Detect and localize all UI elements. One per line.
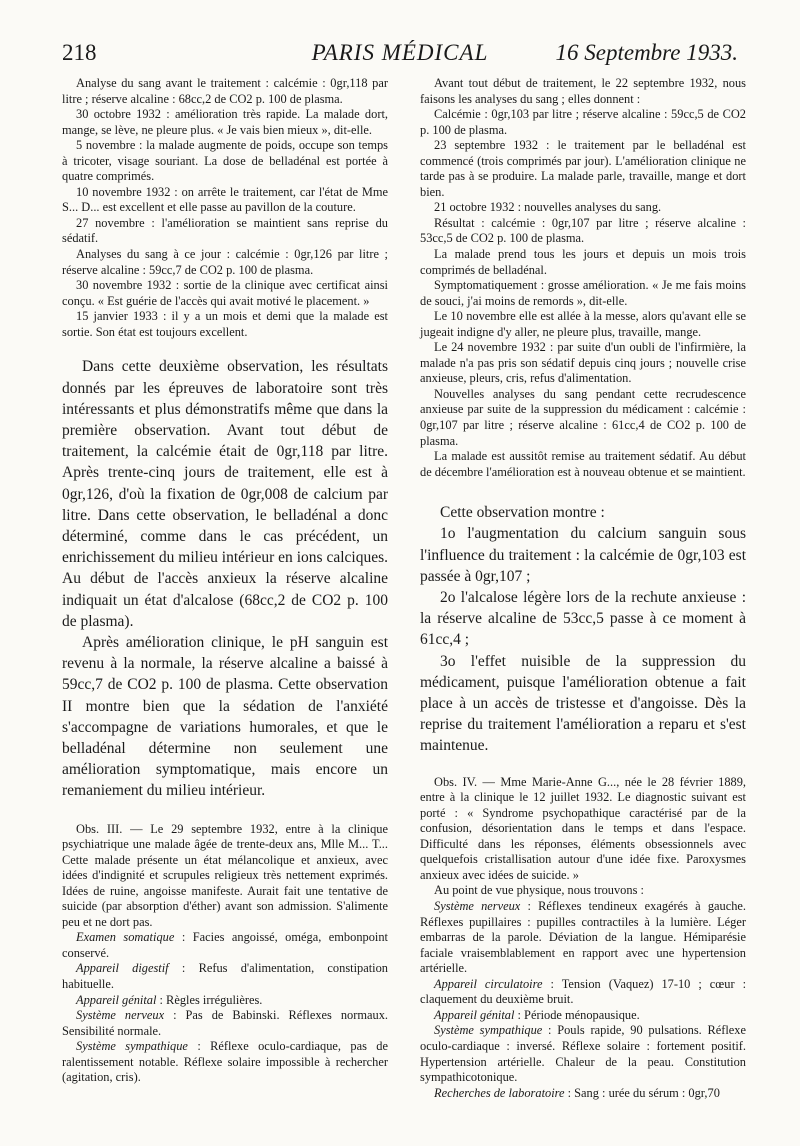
paragraph: 5 novembre : la malade augmente de poids, occupe son temps à tricoter, visage souriant. La dose de belladénal est portée à quatre comprimés. [62, 138, 388, 184]
text: : Pouls rapide, 90 pulsations. Réflexe oculo-cardiaque : inversé. Réflexe solaire : fortement positif. Hypertension artérielle. Chaleur de la peau. Constitution sympathicotonique. [420, 1023, 746, 1085]
journal-title: PARIS MÉDICAL [311, 40, 489, 65]
paragraph: 30 octobre 1932 : amélioration très rapide. La malade dort, mange, se lève, ne pleure plus. « Je vais bien mieux », dit-elle. [62, 107, 388, 137]
label: Système sympathique [434, 1023, 543, 1038]
exam-sympathetic [62, 1039, 388, 1086]
paragraph: Nouvelles analyses du sang pendant cette recrudescence anxieuse par suite de la suppression du médicament : calcémie : 0gr,107 par litre ; réserve alcaline : 61cc,4 de CO2 p. 100 de plasma. [420, 386, 746, 448]
label: Système nerveux [434, 899, 521, 914]
label: Système sympathique [76, 1039, 188, 1054]
paragraph: 27 novembre : l'amélioration se maintient sans reprise du sédatif. [62, 215, 388, 246]
exam-digestive [62, 961, 388, 992]
issue-date: 16 Septembre 1933. [555, 40, 738, 65]
left-column [62, 76, 388, 1086]
conclusion-point-3: 3o l'effet nuisible de la suppression du médicament, puisque l'amélioration obtenue a fait place à un accès de tristesse et d'angoisse. Dès la reprise du traitement l'amélioration a reparu et s'est maintenue. [420, 652, 746, 755]
label: Appareil génital [434, 1007, 515, 1022]
label: Examen somatique [76, 930, 175, 945]
paragraph: 10 novembre 1932 : on arrête le traitement, car l'état de Mme S... D... est excellent et elle passe au pavillon de la couture. [62, 184, 388, 215]
text: : Pas de Babinski. Réflexes normaux. Sensibilité normale. [62, 1008, 388, 1038]
paragraph: Calcémie : 0gr,103 par litre ; réserve alcaline : 59cc,5 de CO2 p. 100 de plasma. [420, 107, 746, 137]
label: Appareil circulatoire [434, 976, 543, 991]
paragraph: Le 10 novembre elle est allée à la messe, alors qu'avant elle se jugeait indigne d'y aller, ne pleure plus, travaille, mange. [420, 309, 746, 339]
paragraph: Résultat : calcémie : 0gr,107 par litre ; réserve alcaline : 53cc,5 de CO2 p. 100 de plasma. [420, 215, 746, 246]
text: : Refus d'alimentation, constipation habituelle. [62, 961, 388, 992]
paragraph: La malade est aussitôt remise au traitement sédatif. Au début de décembre l'amélioration est à nouveau obtenue et se maintient. [420, 449, 746, 479]
discussion-paragraph: Après amélioration clinique, le pH sanguin est revenu à la normale, la réserve alcaline a baissé à 59cc,7 de CO2 p. 100 de plasma. Cette observation II montre bien que la sédation de l'anxiété s'accompagne de variations humorales, et que le belladénal détermine non seulement une amélioration symptomatique, mais encore un remaniement du milieu intérieur. [62, 633, 388, 800]
paragraph: Symptomatiquement : grosse amélioration. « Je me fais moins de souci, j'ai moins de remords », dit-elle. [420, 278, 746, 308]
exam-nervous [62, 1008, 388, 1039]
text: : Période ménopausique. [514, 1007, 640, 1022]
label: Système nerveux [76, 1008, 165, 1023]
page-header [62, 40, 738, 74]
paragraph: La malade prend tous les jours et depuis un mois trois comprimés de belladénal. [420, 247, 746, 277]
exam-genital [62, 993, 388, 1009]
paragraph: Au point de vue physique, nous trouvons : [434, 883, 644, 898]
discussion-paragraph: Dans cette deuxième observation, les résultats donnés par les épreuves de laboratoire sont très intéressants et plus démonstratifs même que dans la première observation. Avant tout début de traitement, la calcémie était de 0gr,118 par litre. Après trente-cinq jours de traitement, elle est à 0gr,126, d'où la fixation de 0gr,008 de calcium par litre. Dans cette observation, le belladénal a donc déterminé, comme dans le cas précédent, un enrichissement du milieu intérieur en ions calciques. Au début de l'accès anxieux la réserve alcaline indiquait un état d'alcalose (68cc,2 de CO2 p. 100 de plasma). [62, 358, 388, 630]
text: : Tension (Vaquez) 17-10 ; cœur : claquement du deuxième bruit. [420, 976, 747, 1007]
paragraph: Le 24 novembre 1932 : par suite d'un oubli de l'infirmière, la malade n'a pas pris son sédatif depuis cinq jours ; nouvelle crise anxieuse, pleurs, cris, refus d'alimentation. [420, 340, 746, 386]
lab-research [420, 1086, 746, 1102]
conclusion-point-2: 2o l'alcalose légère lors de la rechute anxieuse : la réserve alcaline de 53cc,5 passe à ce moment à 61cc,4 ; [420, 589, 746, 649]
label: Appareil génital [76, 992, 157, 1007]
paragraph: Avant tout début de traitement, le 22 septembre 1932, nous faisons les analyses du sang ; elles donnent : [420, 76, 746, 106]
exam-sympathetic [420, 1023, 746, 1085]
text: : Sang : urée du sérum : 0gr,70 [564, 1085, 720, 1100]
exam-somatic [62, 930, 388, 961]
exam-nervous [420, 899, 746, 977]
paragraph: 15 janvier 1933 : il y a un mois et demi que la malade est sortie. Son état est toujours excellent. [62, 309, 388, 339]
text-columns [62, 76, 747, 1146]
label: Recherches de laboratoire [434, 1085, 565, 1100]
text: : Facies angoissé, oméga, embonpoint conservé. [62, 930, 388, 960]
exam-genital [420, 1008, 746, 1024]
conclusion-point-1: 1o l'augmentation du calcium sanguin sous l'influence du traitement : la calcémie de 0gr,103 est passée à 0gr,107 ; [420, 525, 746, 585]
label: Appareil digestif [76, 961, 169, 976]
right-column [420, 76, 746, 1101]
text: : Réflexes tendineux exagérés à gauche. Réflexes pupillaires : pupilles contractiles à la lumière. Léger embarras de la parole. Déviation de la langue. Hémiparésie faciale vraisemblablement en rapport avec une hypertension artérielle. [420, 899, 746, 976]
observation-3: Obs. III. — Le 29 septembre 1932, entre à la clinique psychiatrique une malade âgée de trente-deux ans, Mlle M... T... Cette malade présente un état mélancolique et anxieux, avec idées d'indignité et scrupules religieux très nettement exprimés. Idées de ruine, angoisse manifeste. Aurait fait une tentative de suicide (par absorption d'éther) avant son admission. S'alimente peu et ne dort pas. [62, 821, 388, 929]
paragraph: Analyse du sang avant le traitement : calcémie : 0gr,118 par litre ; réserve alcaline : 68cc,2 de CO2 p. 100 de plasma. [62, 76, 388, 106]
exam-circulatory [420, 977, 746, 1008]
conclusion-intro: Cette observation montre : [440, 504, 605, 522]
paragraph: 30 novembre 1932 : sortie de la clinique avec certificat ainsi conçu. « Est guérie de l'accès qui avait motivé le placement. » [62, 278, 388, 308]
text: : Réflexe oculo-cardiaque, pas de ralentissement notable. Réflexe solaire impossible à rechercher (agitation, cris). [62, 1039, 388, 1085]
text: : Règles irrégulières. [156, 992, 263, 1007]
paragraph: 21 octobre 1932 : nouvelles analyses du sang. [434, 200, 662, 215]
page-number: 218 [62, 40, 97, 65]
paragraph: 23 septembre 1932 : le traitement par le belladénal est commencé (trois comprimés par jour). L'amélioration clinique ne tarde pas à se produire. La malade parle, travaille, mange et dort bien. [420, 138, 746, 199]
paragraph: Analyses du sang à ce jour : calcémie : 0gr,126 par litre ; réserve alcaline : 59cc,7 de CO2 p. 100 de plasma. [62, 247, 388, 277]
observation-4: Obs. IV. — Mme Marie-Anne G..., née le 28 février 1889, entre à la clinique le 12 juillet 1932. Le diagnostic suivant est porté : « Syndrome psychopathique caractérisé par de la confusion, désorientation dans le temps et dans l'espace. Difficulté dans les réponses, éléments obsessionnels avec quelquefois cristallisation autour d'une idée fixe. Paroxysmes anxieux avec idées de suicide. » [420, 774, 746, 882]
